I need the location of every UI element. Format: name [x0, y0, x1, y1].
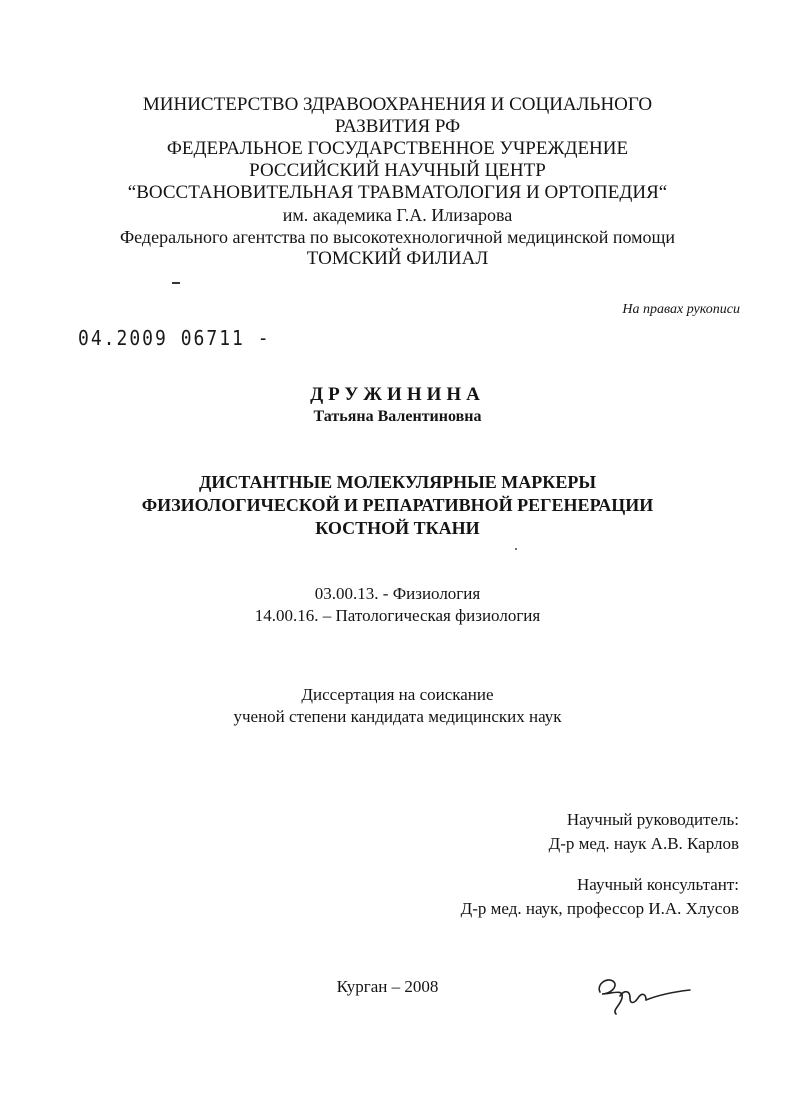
- scan-dot-mark: [515, 548, 517, 550]
- consultant-block: [461, 873, 739, 921]
- handwritten-signature: [590, 970, 695, 1020]
- dissertation-line-1: Диссертация на соискание: [301, 685, 494, 704]
- registration-stamp-number: 04.2009 06711 -: [78, 326, 271, 351]
- supervisor-name: Д-р мед. наук А.В. Карлов: [548, 834, 739, 853]
- author-name: Татьяна Валентиновна: [313, 408, 482, 425]
- place-year: Курган – 2008: [336, 977, 439, 996]
- consultant-role: Научный консультант:: [577, 875, 739, 894]
- header-line-branch: ТОМСКИЙ ФИЛИАЛ: [306, 248, 489, 269]
- rights-note: На правах рукописи: [622, 302, 740, 317]
- author-surname: ДРУЖИНИНА: [310, 384, 485, 405]
- header-line-center-name: “ВОССТАНОВИТЕЛЬНАЯ ТРАВМАТОЛОГИЯ И ОРТОПЕДИЯ“: [127, 182, 668, 203]
- header-line-development: РАЗВИТИЯ РФ: [334, 116, 461, 137]
- header-line-research-center: РОССИЙСКИЙ НАУЧНЫЙ ЦЕНТР: [249, 160, 546, 181]
- supervisor-role: Научный руководитель:: [566, 810, 739, 829]
- thesis-title-line-1: ДИСТАНТНЫЕ МОЛЕКУЛЯРНЫЕ МАРКЕРЫ: [198, 472, 597, 492]
- scan-dash-mark: [172, 282, 180, 284]
- specialty-pathophysiology: 14.00.16. – Патологическая физиология: [254, 606, 541, 625]
- supervisor-block: [549, 808, 739, 856]
- header-line-academician: им. академика Г.А. Илизарова: [282, 205, 513, 225]
- thesis-title-line-2: ФИЗИОЛОГИЧЕСКОЙ И РЕПАРАТИВНОЙ РЕГЕНЕРАЦИИ: [141, 495, 654, 515]
- header-line-agency: Федерального агентства по высокотехнологичной медицинской помощи: [119, 227, 676, 247]
- consultant-name: Д-р мед. наук, профессор И.А. Хлусов: [460, 899, 739, 918]
- header-line-ministry: МИНИСТЕРСТВО ЗДРАВООХРАНЕНИЯ И СОЦИАЛЬНОГО: [142, 94, 653, 115]
- header-line-federal-institution: ФЕДЕРАЛЬНОЕ ГОСУДАРСТВЕННОЕ УЧРЕЖДЕНИЕ: [166, 138, 629, 159]
- specialty-physiology: 03.00.13. - Физиология: [314, 584, 481, 603]
- dissertation-line-2: ученой степени кандидата медицинских наук: [233, 707, 562, 726]
- thesis-title-line-3: КОСТНОЙ ТКАНИ: [315, 518, 480, 538]
